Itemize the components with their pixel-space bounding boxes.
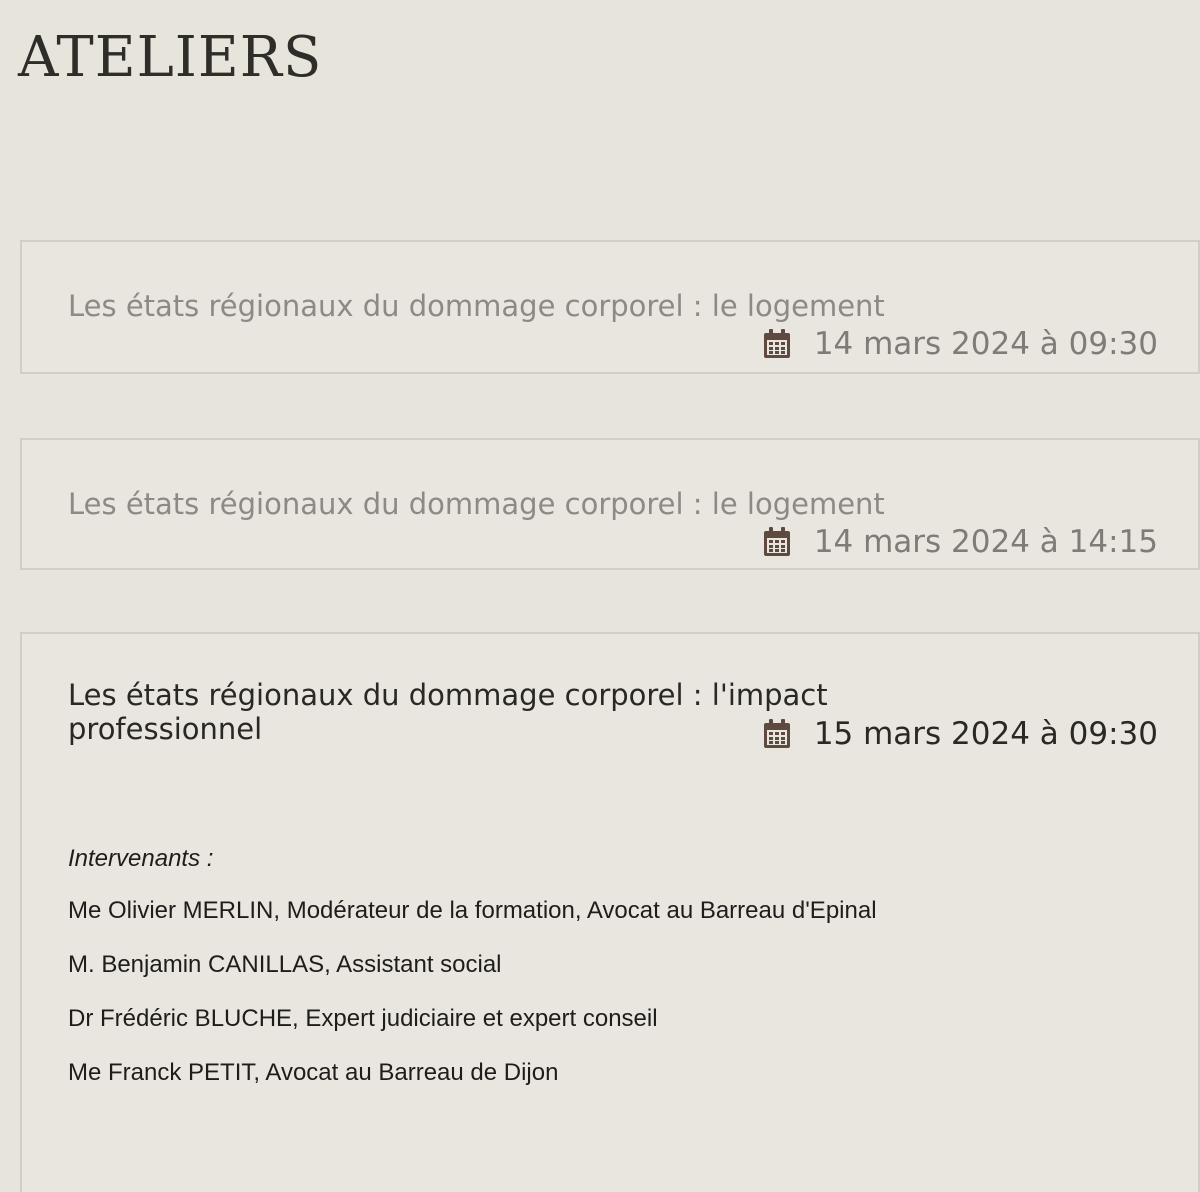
page-title: ATELIERS — [18, 25, 323, 90]
calendar-icon — [762, 328, 792, 360]
atelier-date-text: 15 mars 2024 à 09:30 — [813, 716, 1158, 752]
speaker-item: Me Franck PETIT, Avocat au Barreau de Dijon — [68, 1059, 559, 1086]
speakers-section — [68, 844, 877, 1112]
speakers-heading: Intervenants : — [68, 845, 214, 872]
atelier-date-text: 14 mars 2024 à 14:15 — [813, 524, 1158, 560]
atelier-date — [762, 524, 1158, 560]
atelier-title[interactable]: Les états régionaux du dommage corporel : le logement — [68, 487, 885, 521]
speaker-item: Me Olivier MERLIN, Modérateur de la formation, Avocat au Barreau d'Epinal — [68, 897, 877, 924]
atelier-date — [762, 716, 1158, 752]
speaker-item: M. Benjamin CANILLAS, Assistant social — [68, 951, 502, 978]
atelier-title[interactable]: Les états régionaux du dommage corporel : l'impact professionnel — [68, 678, 828, 746]
calendar-icon — [762, 526, 792, 558]
atelier-title[interactable]: Les états régionaux du dommage corporel : le logement — [68, 289, 885, 323]
atelier-date-text: 14 mars 2024 à 09:30 — [813, 326, 1158, 362]
speaker-item: Dr Frédéric BLUCHE, Expert judiciaire et expert conseil — [68, 1005, 658, 1032]
atelier-card-expanded[interactable] — [20, 632, 1200, 1192]
atelier-card[interactable] — [20, 438, 1200, 570]
atelier-date — [762, 326, 1158, 362]
calendar-icon — [762, 718, 792, 750]
atelier-card[interactable] — [20, 240, 1200, 374]
